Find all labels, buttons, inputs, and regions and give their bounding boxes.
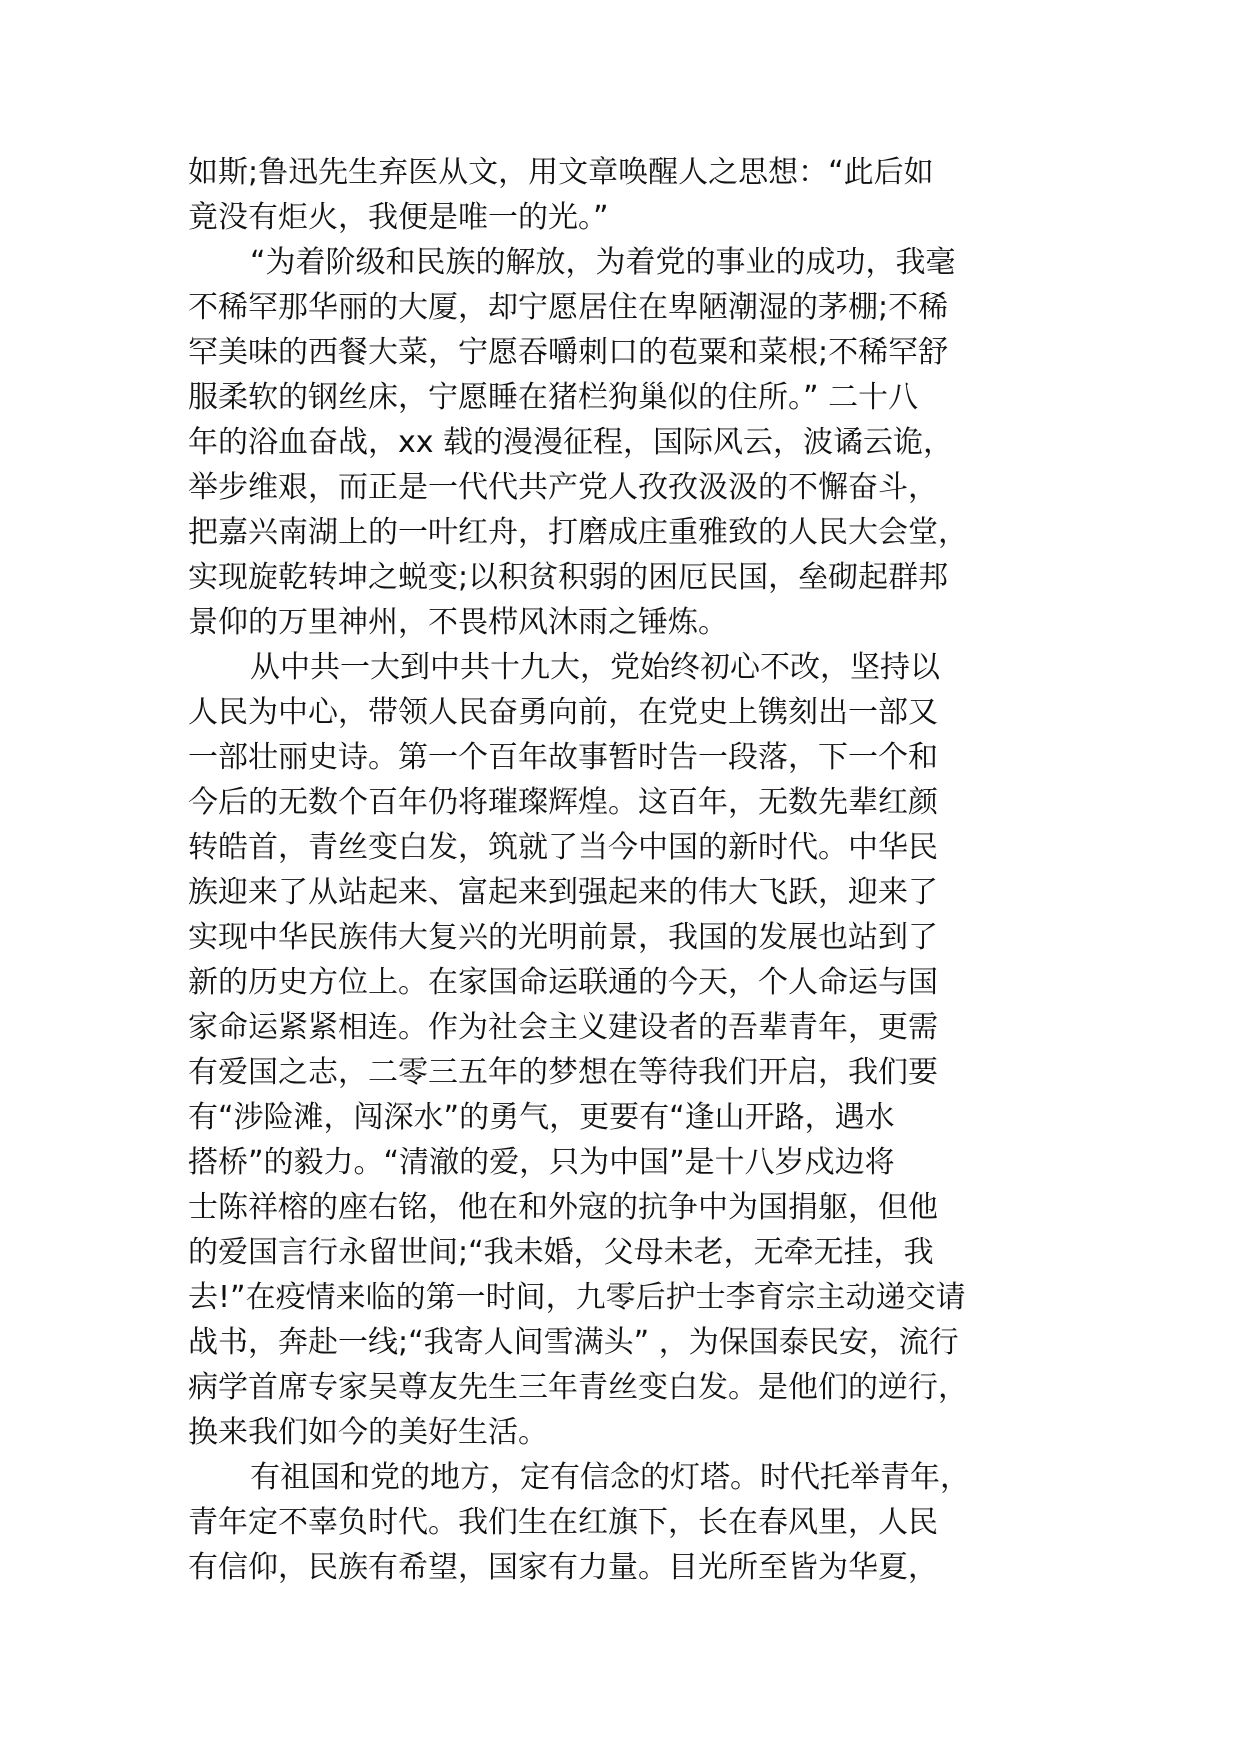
text-line: 一部壮丽史诗。第一个百年故事暂时告一段落，下一个和 bbox=[188, 740, 938, 775]
text-line: 如斯;鲁迅先生弃医从文，用文章唤醒人之思想：“此后如 bbox=[188, 155, 934, 190]
text-line: 今后的无数个百年仍将璀璨辉煌。这百年，无数先辈红颜 bbox=[188, 785, 938, 820]
text-line: 搭桥”的毅力。“清澈的爱，只为中国”是十八岁戍边将 bbox=[188, 1145, 895, 1180]
text-line: 的爱国言行永留世间;“我未婚，父母未老，无牵无挂，我 bbox=[188, 1235, 934, 1270]
text-line: 有“涉险滩，闯深水”的勇气，更要有“逢山开路，遇水 bbox=[188, 1100, 895, 1135]
text-line: 转皓首，青丝变白发，筑就了当今中国的新时代。中华民 bbox=[188, 830, 938, 865]
text-line: 罕美味的西餐大菜，宁愿吞嚼刺口的苞粟和菜根;不稀罕舒 bbox=[188, 335, 949, 370]
text-line: 病学首席专家吴尊友先生三年青丝变白发。是他们的逆行， bbox=[188, 1370, 968, 1405]
text-line: 族迎来了从站起来、富起来到强起来的伟大飞跃，迎来了 bbox=[188, 875, 938, 910]
text-line: 服柔软的钢丝床，宁愿睡在猪栏狗巢似的住所。” 二十八 bbox=[188, 380, 919, 415]
paragraph-start-line: 有祖国和党的地方，定有信念的灯塔。时代托举青年， bbox=[250, 1460, 970, 1495]
text-line: 有爱国之志，二零三五年的梦想在等待我们开启，我们要 bbox=[188, 1055, 938, 1090]
text-line: 家命运紧紧相连。作为社会主义建设者的吾辈青年，更需 bbox=[188, 1010, 938, 1045]
text-line: 举步维艰，而正是一代代共产党人孜孜汲汲的不懈奋斗， bbox=[188, 470, 938, 505]
paragraph-start-line: 从中共一大到中共十九大，党始终初心不改，坚持以 bbox=[250, 650, 940, 685]
text-line: 青年定不辜负时代。我们生在红旗下，长在春风里，人民 bbox=[188, 1505, 938, 1540]
paragraph-start-line: “为着阶级和民族的解放，为着党的事业的成功，我毫 bbox=[250, 245, 956, 280]
text-line: 去!”在疫情来临的第一时间，九零后护士李育宗主动递交请 bbox=[188, 1280, 966, 1315]
text-line: 景仰的万里神州，不畏栉风沐雨之锤炼。 bbox=[188, 605, 728, 640]
text-line: 新的历史方位上。在家国命运联通的今天，个人命运与国 bbox=[188, 965, 938, 1000]
text-line: 士陈祥榕的座右铭，他在和外寇的抗争中为国捐躯，但他 bbox=[188, 1190, 938, 1225]
text-line: 有信仰，民族有希望，国家有力量。目光所至皆为华夏， bbox=[188, 1550, 938, 1585]
text-line: 年的浴血奋战，xx 载的漫漫征程，国际风云，波谲云诡， bbox=[188, 425, 954, 460]
text-line: 战书，奔赴一线;“我寄人间雪满头” ，为保国泰民安，流行 bbox=[188, 1325, 959, 1360]
text-line: 人民为中心，带领人民奋勇向前，在党史上镌刻出一部又 bbox=[188, 695, 938, 730]
text-line: 实现中华民族伟大复兴的光明前景，我国的发展也站到了 bbox=[188, 920, 938, 955]
text-line: 实现旋乾转坤之蜕变;以积贫积弱的困厄民国，垒砌起群邦 bbox=[188, 560, 949, 595]
text-line: 换来我们如今的美好生活。 bbox=[188, 1415, 548, 1450]
text-line: 竟没有炬火，我便是唯一的光。” bbox=[188, 200, 609, 235]
document-body bbox=[188, 150, 1068, 1590]
text-line: 不稀罕那华丽的大厦，却宁愿居住在卑陋潮湿的茅棚;不稀 bbox=[188, 290, 949, 325]
text-line: 把嘉兴南湖上的一叶红舟，打磨成庄重雅致的人民大会堂， bbox=[188, 515, 968, 550]
